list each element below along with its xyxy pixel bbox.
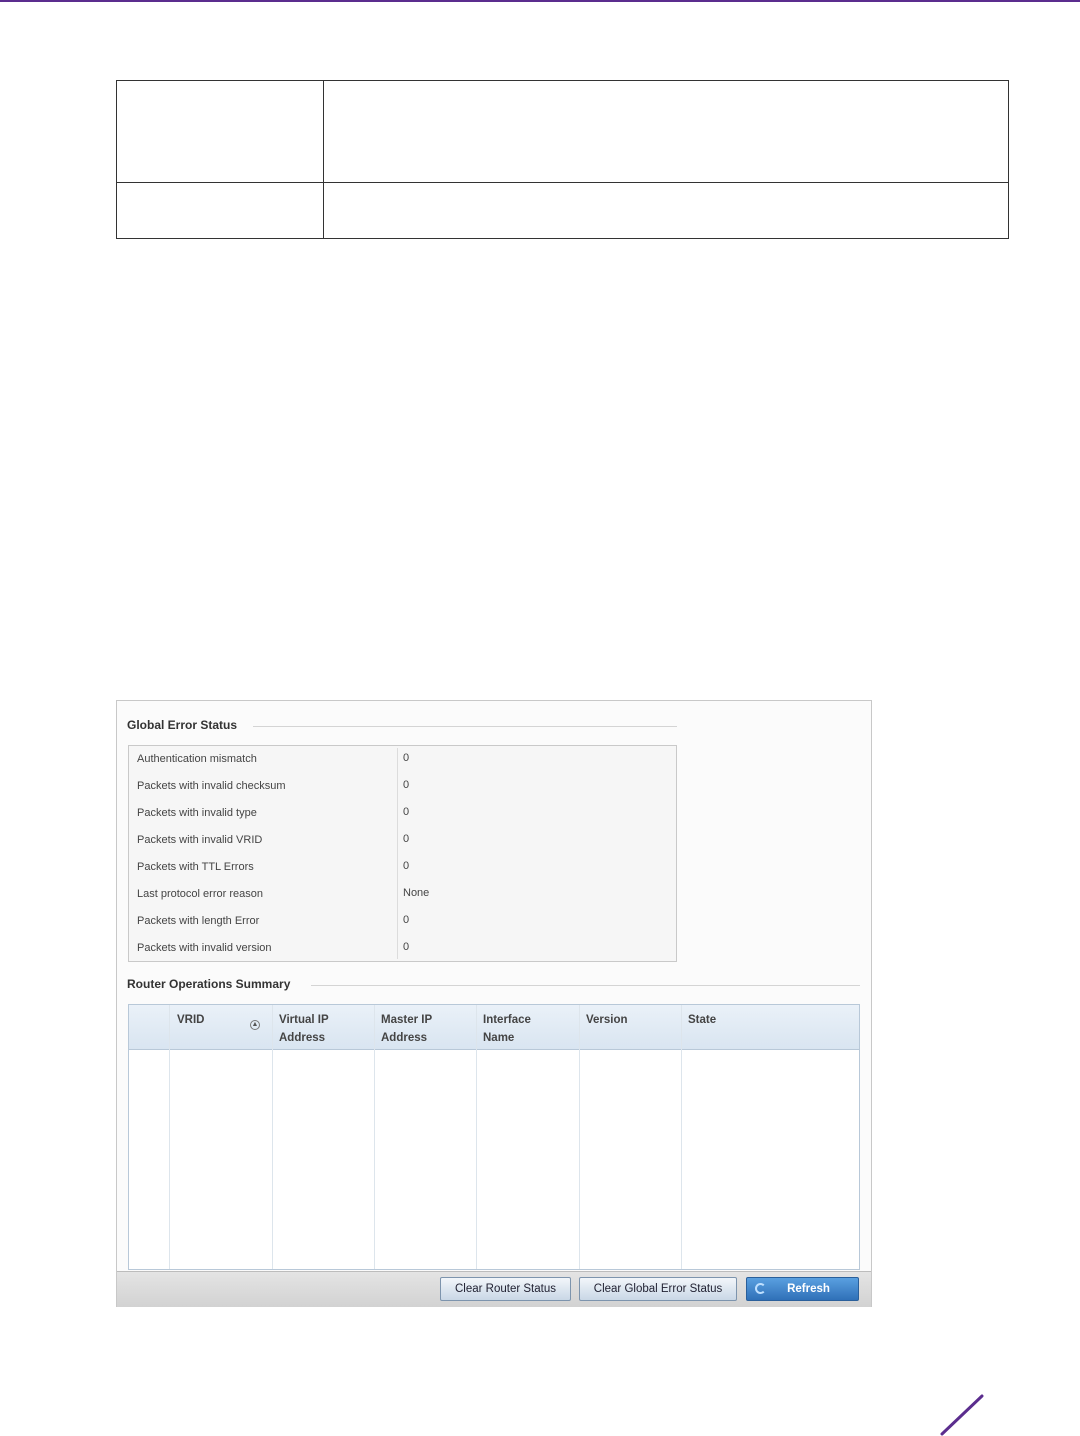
column-header-vrid[interactable] (177, 1011, 204, 1029)
refresh-button[interactable] (746, 1277, 859, 1301)
column-header-label: Name (483, 1032, 515, 1044)
error-value: None (403, 887, 430, 899)
doc-table-row (117, 183, 1009, 239)
error-label: Packets with invalid checksum (137, 780, 286, 792)
column-divider (374, 1005, 375, 1269)
error-value: 0 (403, 779, 410, 791)
doc-table-cell (117, 81, 324, 183)
column-header-virtual-ip[interactable] (279, 1011, 329, 1047)
error-value: 0 (403, 806, 410, 818)
doc-table-row (117, 81, 1009, 183)
page-top-rule (0, 0, 1080, 2)
column-header-master-ip[interactable] (381, 1011, 432, 1047)
error-label: Packets with invalid version (137, 942, 272, 954)
global-error-status-table (128, 745, 677, 962)
error-row (129, 881, 676, 908)
column-divider (169, 1005, 170, 1269)
error-value: 0 (403, 941, 410, 953)
error-label: Packets with TTL Errors (137, 861, 254, 873)
refresh-label: Refresh (787, 1283, 830, 1295)
error-label: Packets with length Error (137, 915, 260, 927)
error-row (129, 827, 676, 854)
column-header-interface-name[interactable] (483, 1011, 531, 1047)
column-header-label: State (688, 1014, 717, 1026)
router-operations-summary-title: Router Operations Summary (127, 977, 291, 991)
doc-table-cell (324, 183, 1009, 239)
button-bar (117, 1271, 871, 1307)
error-value: 0 (403, 833, 410, 845)
error-row (129, 746, 676, 773)
error-label: Packets with invalid type (137, 807, 257, 819)
global-error-status-title: Global Error Status (127, 718, 238, 732)
error-label: Last protocol error reason (137, 888, 263, 900)
column-divider (579, 1005, 580, 1269)
column-header-label: Virtual IP (279, 1014, 329, 1026)
doc-table-cell (324, 81, 1009, 183)
sort-ascending-icon[interactable]: ▲ (251, 1021, 259, 1028)
error-row (129, 854, 676, 881)
column-header-label: Address (279, 1032, 326, 1044)
refresh-icon (755, 1283, 766, 1294)
error-value: 0 (403, 860, 410, 872)
error-row (129, 935, 676, 962)
error-row (129, 908, 676, 935)
error-row (129, 800, 676, 827)
column-header-state[interactable] (688, 1011, 716, 1029)
section-divider (311, 985, 860, 986)
doc-table (116, 80, 1009, 239)
column-header-label: Version (586, 1014, 628, 1026)
doc-table-cell (117, 183, 324, 239)
clear-router-status-button[interactable]: Clear Router Status (440, 1277, 571, 1301)
column-header-label: VRID (177, 1014, 205, 1026)
router-operations-grid (128, 1004, 860, 1270)
column-divider (681, 1005, 682, 1269)
error-label: Packets with invalid VRID (137, 834, 263, 846)
column-divider (476, 1005, 477, 1269)
column-header-label: Interface (483, 1014, 531, 1026)
column-header-label: Address (381, 1032, 428, 1044)
clear-global-error-status-button[interactable]: Clear Global Error Status (579, 1277, 737, 1301)
grid-header (129, 1005, 859, 1050)
error-row (129, 773, 676, 800)
vrrp-statistics-panel (116, 700, 872, 1307)
section-divider (253, 726, 677, 727)
column-header-version[interactable] (586, 1011, 628, 1029)
column-divider (272, 1005, 273, 1269)
decorative-slash-icon (938, 1392, 986, 1436)
error-label: Authentication mismatch (137, 753, 257, 765)
error-value: 0 (403, 752, 410, 764)
error-value: 0 (403, 914, 410, 926)
column-header-label: Master IP (381, 1014, 433, 1026)
